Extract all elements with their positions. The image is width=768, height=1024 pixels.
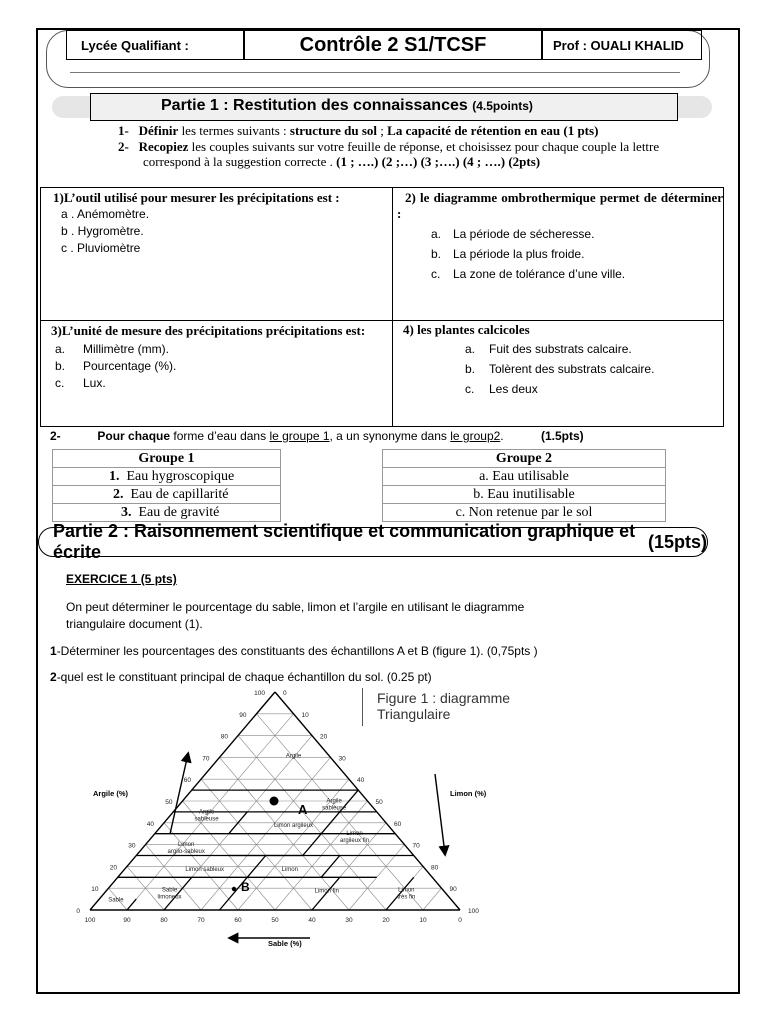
ex-q1-text: -Déterminer les pourcentages des constituants des échantillons A et B (figure 1). (0,75pts ) (56, 644, 538, 658)
group1-table (52, 449, 281, 522)
sable-tick: 60 (234, 917, 242, 924)
mcq-4-option-a: Fuit des substrats calcaire. (489, 342, 632, 356)
mcq-1-option-a: a . Anémomètre. (61, 207, 150, 221)
limon-tick: 30 (338, 755, 346, 763)
mcq-4-letter-b: b. (465, 362, 476, 376)
sable-tick: 10 (419, 917, 427, 924)
mcq-4-letter-a: a. (465, 342, 476, 356)
mcq-cell-4 (393, 321, 724, 427)
mcq-1-option-c: c . Pluviomètre (61, 241, 141, 255)
ex-q2-number: 2 (50, 670, 57, 684)
argile-tick: 30 (128, 842, 136, 850)
sable-tick: 90 (123, 917, 131, 924)
title-cell (244, 30, 542, 60)
mcq-2-option-b: La période la plus froide. (453, 247, 585, 261)
sable-tick: 40 (308, 917, 316, 924)
zone-label-limon-argileux-fin: argileux fin (340, 838, 370, 845)
mcq-2-letter-a: a. (431, 227, 442, 241)
ex-q1-number: 1 (50, 644, 57, 658)
part1-title: Partie 1 : Restitution des connaissances (161, 97, 468, 114)
argile-tick: 0 (76, 908, 80, 915)
zone-label-argile: Argile (285, 753, 302, 760)
sample-a-label: A (298, 802, 308, 817)
zone-label-limon-argileux-fin: Limon (346, 831, 363, 838)
limon-tick: 10 (301, 711, 309, 719)
exercise-intro (66, 599, 524, 633)
zone-labels (108, 753, 415, 903)
zone-label-limon-fin: Limon fin (314, 888, 339, 895)
q3-group2-ref: le group2 (450, 429, 501, 443)
mcq-question-3: 3)L’unité de mesure des précipitations précipitations est: (51, 323, 366, 338)
sample-b-point (232, 887, 236, 891)
zone-label-limon-tres-fin: Limon (398, 887, 415, 894)
limon-tick: 70 (412, 842, 420, 850)
part2-title: Partie 2 : Raisonnement scientifique et communication graphique et écrite (53, 521, 636, 562)
zone-label-argile-sableuse-r: Argile (326, 798, 342, 805)
q1-points: (1 pts) (560, 123, 599, 138)
q2-line1: les couples suivants sur votre feuille de réponse, et choisissez pour chaque couple la lettre (188, 139, 660, 154)
q3-text3: . (500, 429, 504, 443)
zone-label-argile-sableuse: sableuse (194, 816, 219, 823)
part2-title-box (38, 521, 708, 562)
mcq-question-2 (393, 188, 723, 222)
limon-tick: 40 (357, 777, 365, 785)
argile-tick: 100 (254, 690, 265, 697)
texture-triangle (60, 684, 540, 954)
zone-label-limon-argilo-sableux: argilo-sableux (167, 848, 205, 855)
question-2-line2 (143, 154, 540, 170)
argile-tick: 90 (239, 711, 247, 719)
mcq-4-option-c: Les deux (489, 382, 538, 396)
zone-label-limon-argileux: Limon argileux (273, 823, 314, 830)
part1-points: (4.5points) (472, 99, 533, 113)
sable-tick: 0 (458, 917, 462, 924)
limon-axis-arrow (435, 774, 445, 854)
argile-tick: 50 (165, 799, 173, 806)
grid-line (423, 888, 442, 910)
mcq-cell-2 (393, 188, 724, 321)
part1-title-box (90, 93, 678, 121)
mcq-cell-1 (41, 188, 393, 321)
argile-tick: 70 (202, 755, 210, 763)
sable-axis-label: Sable (%) (268, 939, 302, 948)
sable-tick: 30 (345, 917, 353, 924)
mcq-3-letter-a: a. (55, 342, 66, 356)
limon-tick: 80 (431, 864, 439, 872)
argile-tick: 20 (109, 864, 117, 872)
group1-row3-num: 3. (121, 504, 132, 520)
q3-text2: , a un synonyme dans (329, 429, 451, 443)
q1-sep: ; (377, 123, 388, 138)
zone-label-sable: Sable (108, 897, 124, 904)
group1-row1-text: Eau hygroscopique (126, 468, 235, 484)
zone-label-sable-limoneux: Sable (161, 887, 178, 894)
zone-label-limon-tres-fin: très fin (397, 894, 416, 901)
question-3 (50, 429, 584, 443)
mcq-3-option-a: Millimètre (mm). (83, 342, 169, 356)
zone-label-limon: Limon (281, 866, 298, 873)
mcq-2-letter-c: c. (431, 267, 441, 281)
header-divider (70, 72, 680, 73)
q3-text1: forme d’eau dans (170, 429, 270, 443)
mcq-4-letter-c: c. (465, 382, 475, 396)
teacher-label: Prof : OUALI KHALID (553, 37, 684, 53)
argile-tick: 80 (220, 733, 228, 741)
mcq-3-letter-c: c. (55, 376, 65, 390)
group2-row-c: c. Non retenue par le sol (383, 504, 666, 522)
zone-label-sable-limoneux: limoneux (157, 894, 182, 901)
q3-number: 2- (50, 429, 61, 443)
q1-term2: La capacité de rétention en eau (387, 123, 561, 138)
mcq-question-1: 1)L’outil utilisé pour mesurer les précipitations est : (53, 190, 340, 205)
exercise-q2 (50, 670, 432, 684)
exercise-title: EXERCICE 1 (5 pts) (66, 572, 177, 586)
mcq-table (40, 187, 724, 427)
mcq-3-option-c: Lux. (83, 376, 106, 390)
q1-term1: structure du sol (289, 123, 378, 138)
mcq-4-option-b: Tolèrent des substrats calcaire. (489, 362, 655, 376)
q3-bold: Pour chaque (97, 429, 171, 443)
mcq-2-option-a: La période de sécheresse. (453, 227, 595, 241)
figure-caption-2: Triangulaire (377, 706, 451, 722)
group1-row (53, 504, 281, 522)
q2-line2: correspond à la suggestion correcte . (143, 154, 337, 169)
argile-tick: 40 (146, 820, 154, 828)
group2-row-b: b. Eau inutilisable (383, 486, 666, 504)
sable-tick: 70 (197, 917, 205, 924)
argile-axis-arrow (170, 754, 188, 834)
argile-tick: 60 (183, 777, 191, 785)
group2-table (382, 449, 666, 522)
sable-tick: 100 (84, 917, 96, 924)
group2-row-a: a. Eau utilisable (383, 468, 666, 486)
ex-q2-text: -quel est le constituant principal de chaque échantillon du sol. (0.25 pt) (56, 670, 432, 684)
teacher-cell (542, 30, 702, 60)
mcq-3-letter-b: b. (55, 359, 66, 373)
sample-a-point (270, 797, 279, 806)
mcq-cell-3 (41, 321, 393, 427)
group1-row (53, 468, 281, 486)
group2-header: Groupe 2 (383, 450, 666, 468)
intro-line1: On peut déterminer le pourcentage du sable, limon et l’argile en utilisant le diagramme (66, 600, 525, 614)
question-2 (118, 139, 659, 155)
triangle-ticks (76, 690, 479, 924)
sable-tick: 50 (271, 917, 279, 924)
q2-verb: Recopiez (138, 139, 189, 154)
q1-text: les termes suivants : (178, 123, 290, 138)
q1-verb: Définir (138, 123, 179, 138)
intro-line2: triangulaire document (1). (66, 617, 203, 631)
school-label: Lycée Qualifiant : (81, 37, 189, 53)
limon-tick: 20 (320, 733, 328, 741)
argile-axis-label: Argile (%) (93, 789, 129, 798)
limon-tick: 50 (375, 799, 383, 806)
sable-tick: 80 (160, 917, 168, 924)
figure-caption-1: Figure 1 : diagramme (377, 690, 511, 706)
q1-number: 1- (118, 123, 129, 138)
zone-boundary (127, 899, 136, 910)
limon-tick: 90 (449, 886, 457, 894)
limon-tick: 0 (283, 690, 287, 697)
limon-tick: 100 (468, 908, 479, 915)
limon-axis-label: Limon (%) (450, 789, 487, 798)
school-cell (66, 30, 244, 60)
mcq-3-option-b: Pourcentage (%). (83, 359, 177, 373)
question-1 (118, 123, 598, 139)
limon-tick: 60 (394, 820, 402, 828)
group1-header: Groupe 1 (53, 450, 281, 468)
sable-tick: 20 (382, 917, 390, 924)
exercise-q1 (50, 644, 538, 658)
zone-label-argile-sableuse-r: sableuse (322, 805, 347, 812)
group1-row1-num: 1. (109, 468, 120, 484)
mcq-1-option-b: b . Hygromètre. (61, 224, 144, 238)
zone-label-argile-sableuse: Argile (198, 809, 215, 816)
group1-row2-num: 2. (113, 486, 124, 502)
argile-tick: 10 (91, 886, 99, 894)
group1-row3-text: Eau de gravité (138, 504, 220, 520)
part2-points: (15pts) (647, 531, 707, 552)
group1-row (53, 486, 281, 504)
zone-label-limon-argilo-sableux: Limon (178, 841, 195, 848)
mcq-2-option-c: La zone de tolérance d’une ville. (453, 267, 626, 281)
mcq-question-2-text: 2) le diagramme ombrothermique permet de déterminer : (397, 190, 723, 221)
group1-row2-text: Eau de capillarité (130, 486, 229, 502)
q2-pairs: (1 ; ….) (2 ;…) (3 ;….) (4 ; ….) (2pts) (336, 154, 541, 169)
q3-group1-ref: le groupe 1 (269, 429, 330, 443)
q3-points: (1.5pts) (540, 429, 584, 443)
sample-b-label: B (241, 880, 250, 894)
exam-title: Contrôle 2 S1/TCSF (299, 33, 487, 56)
mcq-2-letter-b: b. (431, 247, 442, 261)
mcq-question-4: 4) les plantes calcicoles (403, 322, 530, 337)
zone-label-limon-sableux: Limon sableux (185, 866, 225, 873)
q2-number: 2- (118, 139, 129, 154)
